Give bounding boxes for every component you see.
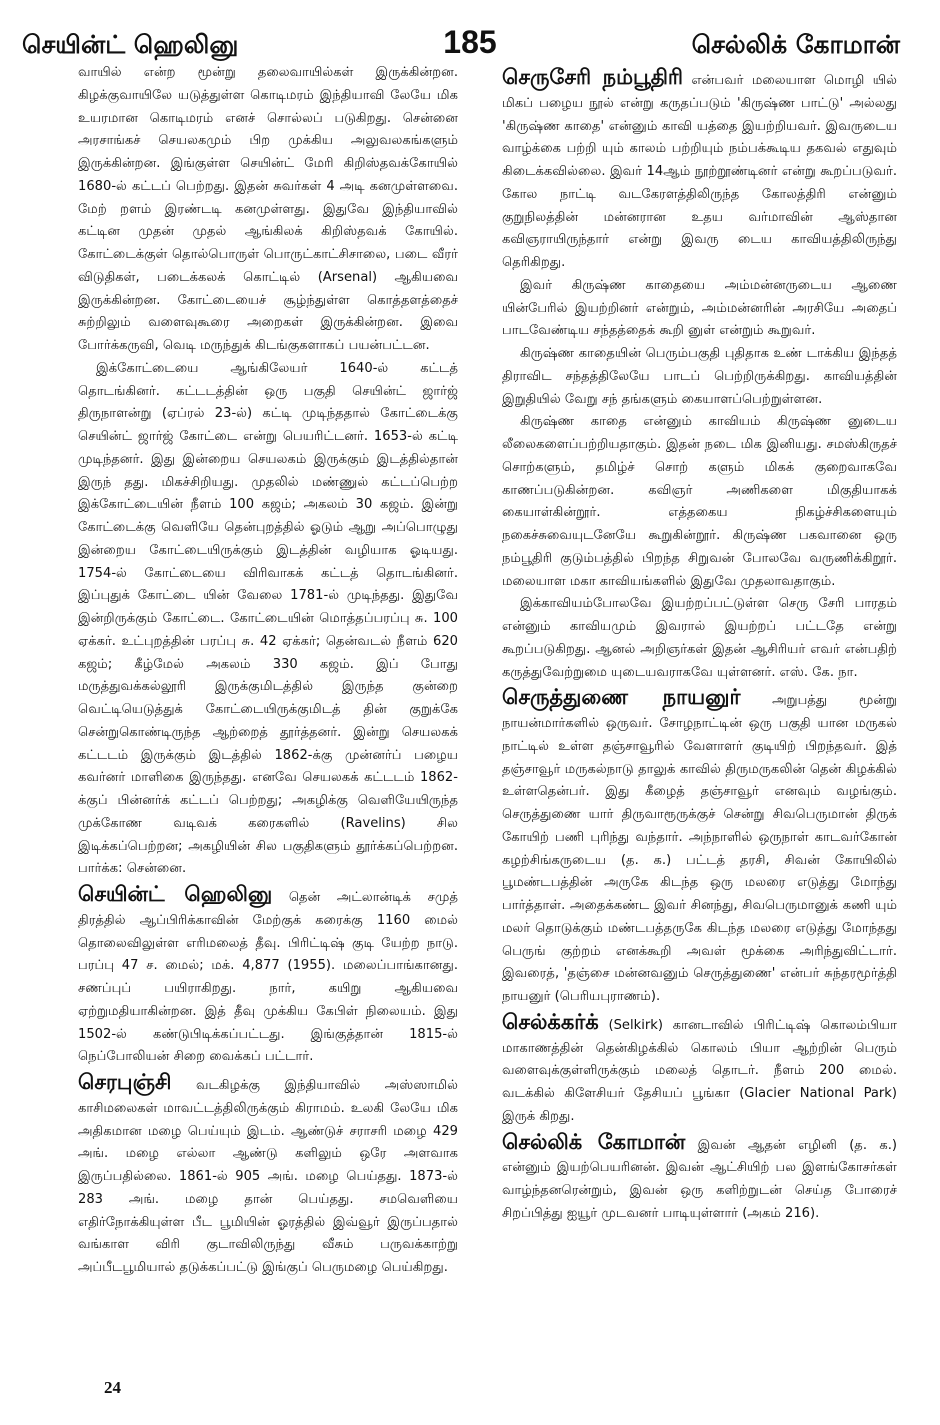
paragraph: கிருஷ்ண காதையின் பெரும்பகுதி புதிதாக உண் டாக்கிய இந்தத் திராவிட சந்தத்திலேயே பாடப் பெற்றிருக்கிறது. காவியத்தின் இறுதியில் வேறு சந் தங்களும் கையாளப்பெற்றுள்ளன. (502, 346, 897, 407)
running-head-right: செல்லிக் கோமான் (691, 30, 900, 59)
entry-selli-koman (502, 1131, 897, 1226)
left-column (78, 62, 458, 1280)
page-header (0, 0, 940, 70)
entry-text: தென் அட்லான்டிக் சமுத் திரத்தில் ஆப்பிரிக்காவின் மேற்குக் கரைக்கு 1160 மைல் தொலைவிலுள்ள எரிமலைத் தீவு. பிரிட்டிஷ் குடி யேற்ற நாடு. பரப்பு 47 ச. மைல்; மக். 4,877 (1955). மலைப்பாங்கானது. சணப்புப் பயிராகிறது. நார், கயிறு ஆகியவை ஏற்றுமதியாகின்றன. இத் தீவு முக்கிய கேபிள் நிலையம். இது 1502-ல் கண்டுபிடிக்கப்பட்டது. இங்குத்தான் 1815-ல் நெப்போலியன் சிறை வைக்கப் பட்டார். (78, 890, 458, 1065)
paragraph: இக்காவியம்போலவே இயற்றப்பட்டுள்ள செரு சேரி பாரதம் என்னும் காவியமும் இவரால் இயற்றப் பட்டதே என்று கூறப்படுகிறது. ஆனல் அறிஞர்கள் இதன் ஆசிரியர் எவர் என்பதிற் கருத்துவேற்றுமை யுடையவராகவே யுள்ளனர். எஸ். கே. நா. (502, 596, 897, 680)
footer-signature: 24 (104, 1378, 121, 1397)
paragraph: இக்கோட்டையை ஆங்கிலேயர் 1640-ல் கட்டத் தொடங்கினர். கட்டடத்தின் ஒரு பகுதி செயின்ட் ஜார்ஜ் திருநாளன்று (ஏப்ரல் 23-ல்) கட்டி முடிந்ததால் கோட்டைக்கு செயின்ட் ஜார்ஜ் கோட்டை என்று பெயரிட்டனர். 1653-ல் கட்டி முடிந்தனர். இது இன்றைய செயலகம் இருக்கும் இடத்தில்தான் இருந் தது. மிகச்சிறியது. முதலில் மண்ணுல் கட்டப்பெற்ற இக்கோட்டையின் நீளம் 100 கஜம்; அகலம் 30 கஜம். இன்று கோட்டைக்கு வெளியே தென்புறத்தில் ஓடும் ஆறு அப்பொழுது இன்றைய கோட்டையிருக்கும் இடத்தின் வழியாக ஓடியது. 1754-ல் கோட்டையை விரிவாகக் கட்டத் தொடங்கினர். இப்புதுக் கோட்டை யின் வேலை 1781-ல் முடிந்தது. இதுவே இன்றிருக்கும் கோட்டை. கோட்டையின் மொத்தப்பரப்பு சு. 100 ஏக்கர். உட்புறத்தின் பரப்பு சு. 42 ஏக்கர்; தென்வடல் நீளம் 620 கஜம்; கீழ்மேல் அகலம் 330 கஜம். இப் போது மருத்துவக்கல்லூரி இருக்குமிடத்தில் இருந்த குன்றை வெட்டியெடுத்துக் கோட்டையிருக்குமிடத் தின் குறுக்கே சென்றுகொண்டிருந்த ஆற்றைத் தூர்த்தனர். இன்று செயலகக் கட்டடம் இருக்கும் இடத்தில் 1862-க்கு முன்னர்ப் பழைய கவர்னர் மாளிகை இருந்தது. எனவே செயலகக் கட்டடம் 1862-க்குப் பின்னர்க் கட்டப் பெற்றது; அகழிக்கு வெளியேயிருந்த முக்கோண வடிவக் கரைகளில் (Ravelins) சில இடிக்கப்பெற்றன; அகழியின் சில பகுதிகளும் தூர்க்கப்பெற்றன. பார்க்க: சென்னை. (78, 360, 458, 877)
paragraph: கிருஷ்ண காதை என்னும் காவியம் கிருஷ்ண னுடைய லீலைகளைப்பற்றியதாகும். இதன் நடை மிக இனியது. சமஸ்கிருதச் சொற்களும், தமிழ்ச் சொற் களும் மிகக் குறைவாகவே காணப்படுகின்றன. கவிஞர் அணிகளை மிகுதியாகக் கையாள்கின்றூர். எத்தகைய நிகழ்ச்சிகளையும் நகைச்சுவையுடனேயே கூறுகின்றூர். கிருஷ்ண பகவானை ஒரு நம்பூதிரி குடும்பத்தில் பிறந்த சிறுவன் போலவே வருணிக்கிறூர். மலையாள மகா காவியங்களில் இதுவே முதலாவதாகும். (502, 414, 897, 589)
entry-text: என்பவர் மலையாள மொழி யில் மிகப் பழைய நூல் என்று கருதப்படும் 'கிருஷ்ண பாட்டு' அல்லது 'கிருஷ்ண காதை' என்னும் காவி யத்தை இயற்றியவர். இவருடைய வாழ்க்கை பற்றி யும் காலம் பற்றியும் நம்பக்கூடிய தகவல் எதுவும் கிடைக்கவில்லை. இவர் 14ஆம் நூற்றூண்டினர் என்று கூறப்படுவர். கோல நாட்டி வடகேரளத்திலிருந்த கோலத்திரி என்னும் குறுநிலத்தின் மன்னரான உதய வர்மாவின் ஆஸ்தான கவிஞராயிருந்தார் என்று இவரு டைய காவியத்திலிருந்து தெரிகிறது. (502, 73, 897, 270)
entry-selkirk (502, 1011, 897, 1129)
paragraph: இவர் கிருஷ்ண காதையை அம்மன்னருடைய ஆணை யின்பேரில் இயற்றினர் என்றும், அம்மன்னரின் அரசியே அதைப் பாடவேண்டிய சந்தத்தைக் கூறி னுள் என்றும் கூறுவர். (502, 277, 897, 339)
entry-headword: செருத்துணை நாயனுர் (502, 685, 741, 710)
entry-text: இவன் ஆதன் எழினி (த. க.) என்னும் இயற்பெயரினன். இவன் ஆட்சியிற் பல இளங்கோசர்கள் வாழ்ந்தனரென்றும், இவன் ஒரு களிற்றுடன் செய்த போரைச் சிறப்பித்து ஐயூர் முடவனர் பாடியுள்ளார் (அகம் 216). (502, 1137, 897, 1221)
entry-headword: செரபுஞ்சி (78, 1070, 172, 1094)
entry-saint-helena (78, 883, 458, 1069)
right-column (502, 64, 897, 1226)
entry-headword: செல்க்கர்க் (502, 1009, 599, 1034)
entry-seruthunai (502, 686, 897, 1009)
page-number: 185 (443, 24, 497, 60)
paragraph: வாயில் என்ற மூன்று தலைவாயில்கள் இருக்கின்றன. கிழக்குவாயிலே யடுத்துள்ள கொடிமரம் இந்தியாவி லேயே மிக உயரமான கொடிமரம் எனச் சொல்லப் படுகிறது. சென்னை அரசாங்கச் செயலகமும் பிற முக்கிய அலுவலகங்களும் இருக்கின்றன. இங்குள்ள செயின்ட் மேரி கிறிஸ்தவக்கோயில் 1680-ல் கட்டப் பெற்றது. இதன் சுவர்கள் 4 அடி கனமுள்ளவை. மேற் றளம் இரண்டடி கனமுள்ளது. இதுவே இந்தியாவில் கட்டின முதன் முதல் ஆங்கிலக் கிறிஸ்தவக் கோயில். கோட்டைக்குள் தொல்பொருள் பொருட்காட்சிசாலை, படை வீரர் விடுதிகள், படைக்கலக் கொட்டில் (Arsenal) ஆகியவை இருக்கின்றன. கோட்டையைச் சூழ்ந்துள்ள கொத்தளத்தைச் சுற்றிலும் வளைவுகூரை அறைகள் இருக்கின்றன. இவை போர்க்கருவி, வெடி மருந்துக் கிடங்குகளாகப் பயன்பட்டன. (78, 65, 458, 353)
entry-text: (Selkirk) கானடாவில் பிரிட்டிஷ் கொலம்பியா மாகாணத்தின் தென்கிழக்கில் கொலம் பியா ஆற்றின் பெரும் வளைவுக்குள்ளிருக்கும் மலைத் தொடர். நீளம் 200 மைல். வடக்கில் கிளேசியர் தேசியப் பூங்கா (Glacier National Park) இருக் கிறது. (502, 1017, 897, 1124)
entry-headword: செயின்ட் ஹெலினு (78, 882, 273, 906)
entry-cherusseri (502, 66, 897, 275)
running-head-left: செயின்ட் ஹெலினு (22, 30, 239, 59)
entry-text: வடகிழக்கு இந்தியாவில் அஸ்ஸாமில் காசிமலைகள் மாவட்டத்திலிருக்கும் கிராமம். உலகி லேயே மிக அதிகமான மழை பெய்யும் இடம். ஆண்டுச் சராசரி மழை 429 அங். மழை எல்லா ஆண்டு களிலும் ஒரே அளவாக இருப்பதில்லை. 1861-ல் 905 அங். மழை பெய்தது. 1873-ல் 283 அங். மழை தான் பெய்தது. சமவெளியை எதிர்நோக்கியுள்ள பீட பூமியின் ஓரத்தில் இவ்வூர் இருப்பதால் வங்காள விரி குடாவிலிருந்து வீசும் பருவக்காற்று அப்பீடபூமியால் தடுக்கப்பட்டு இங்குப் பெருமழை பெய்கிறது. (78, 1078, 458, 1275)
entry-headword: செல்லிக் கோமான் (502, 1129, 686, 1154)
entry-text: அறுபத்து மூன்று நாயன்மார்களில் ஒருவர். சோழநாட்டின் ஒரு பகுதி யான மருகல் நாட்டில் உள்ள தஞ்சாவூரில் வேளாளர் குடியிற் பிறந்தவர். இத் தஞ்சாவூர் மருகல்நாடு தாலுக் காவில் திருமருகலின் தென் கிழக்கில் உள்ளதென்பர். இது கீழைத் தஞ்சாவூர் எனவும் வழங்கும். செருத்துணை யார் திருவாரூருக்குச் சென்று சிவபெருமான் திருக் கோயிற் பணி புரிந்து வந்தார். அந்நாளில் ஒருநாள் காடவர்கோன் கழற்சிங்கருடைய (த. க.) பட்டத் தரசி, சிவன் கோயிலில் பூமண்டபத்தின் அருகே கிடந்த ஒரு மலரை எடுத்து மோந்து பார்த்தாள். அதைக்கண்ட இவர் சினந்து, சிவபெருமானுக் கணி யும் மலர் தொடுக்கும் மண்டபத்தருகே கிடந்த மலரை எடுத்து மோந்தது பெருங் குற்றம் எனக்கூறி அவள் மூக்கை அரிந்துவிட்டார். இவரைத், 'தஞ்சை மன்னவனும் செருத்துணை' என்பர் சுந்தரமூர்த்தி நாயனுர் (பெரியபுராணம்). (502, 693, 897, 1004)
entry-cherrapunji (78, 1071, 458, 1280)
entry-headword: செருசேரி நம்பூதிரி (502, 65, 684, 89)
